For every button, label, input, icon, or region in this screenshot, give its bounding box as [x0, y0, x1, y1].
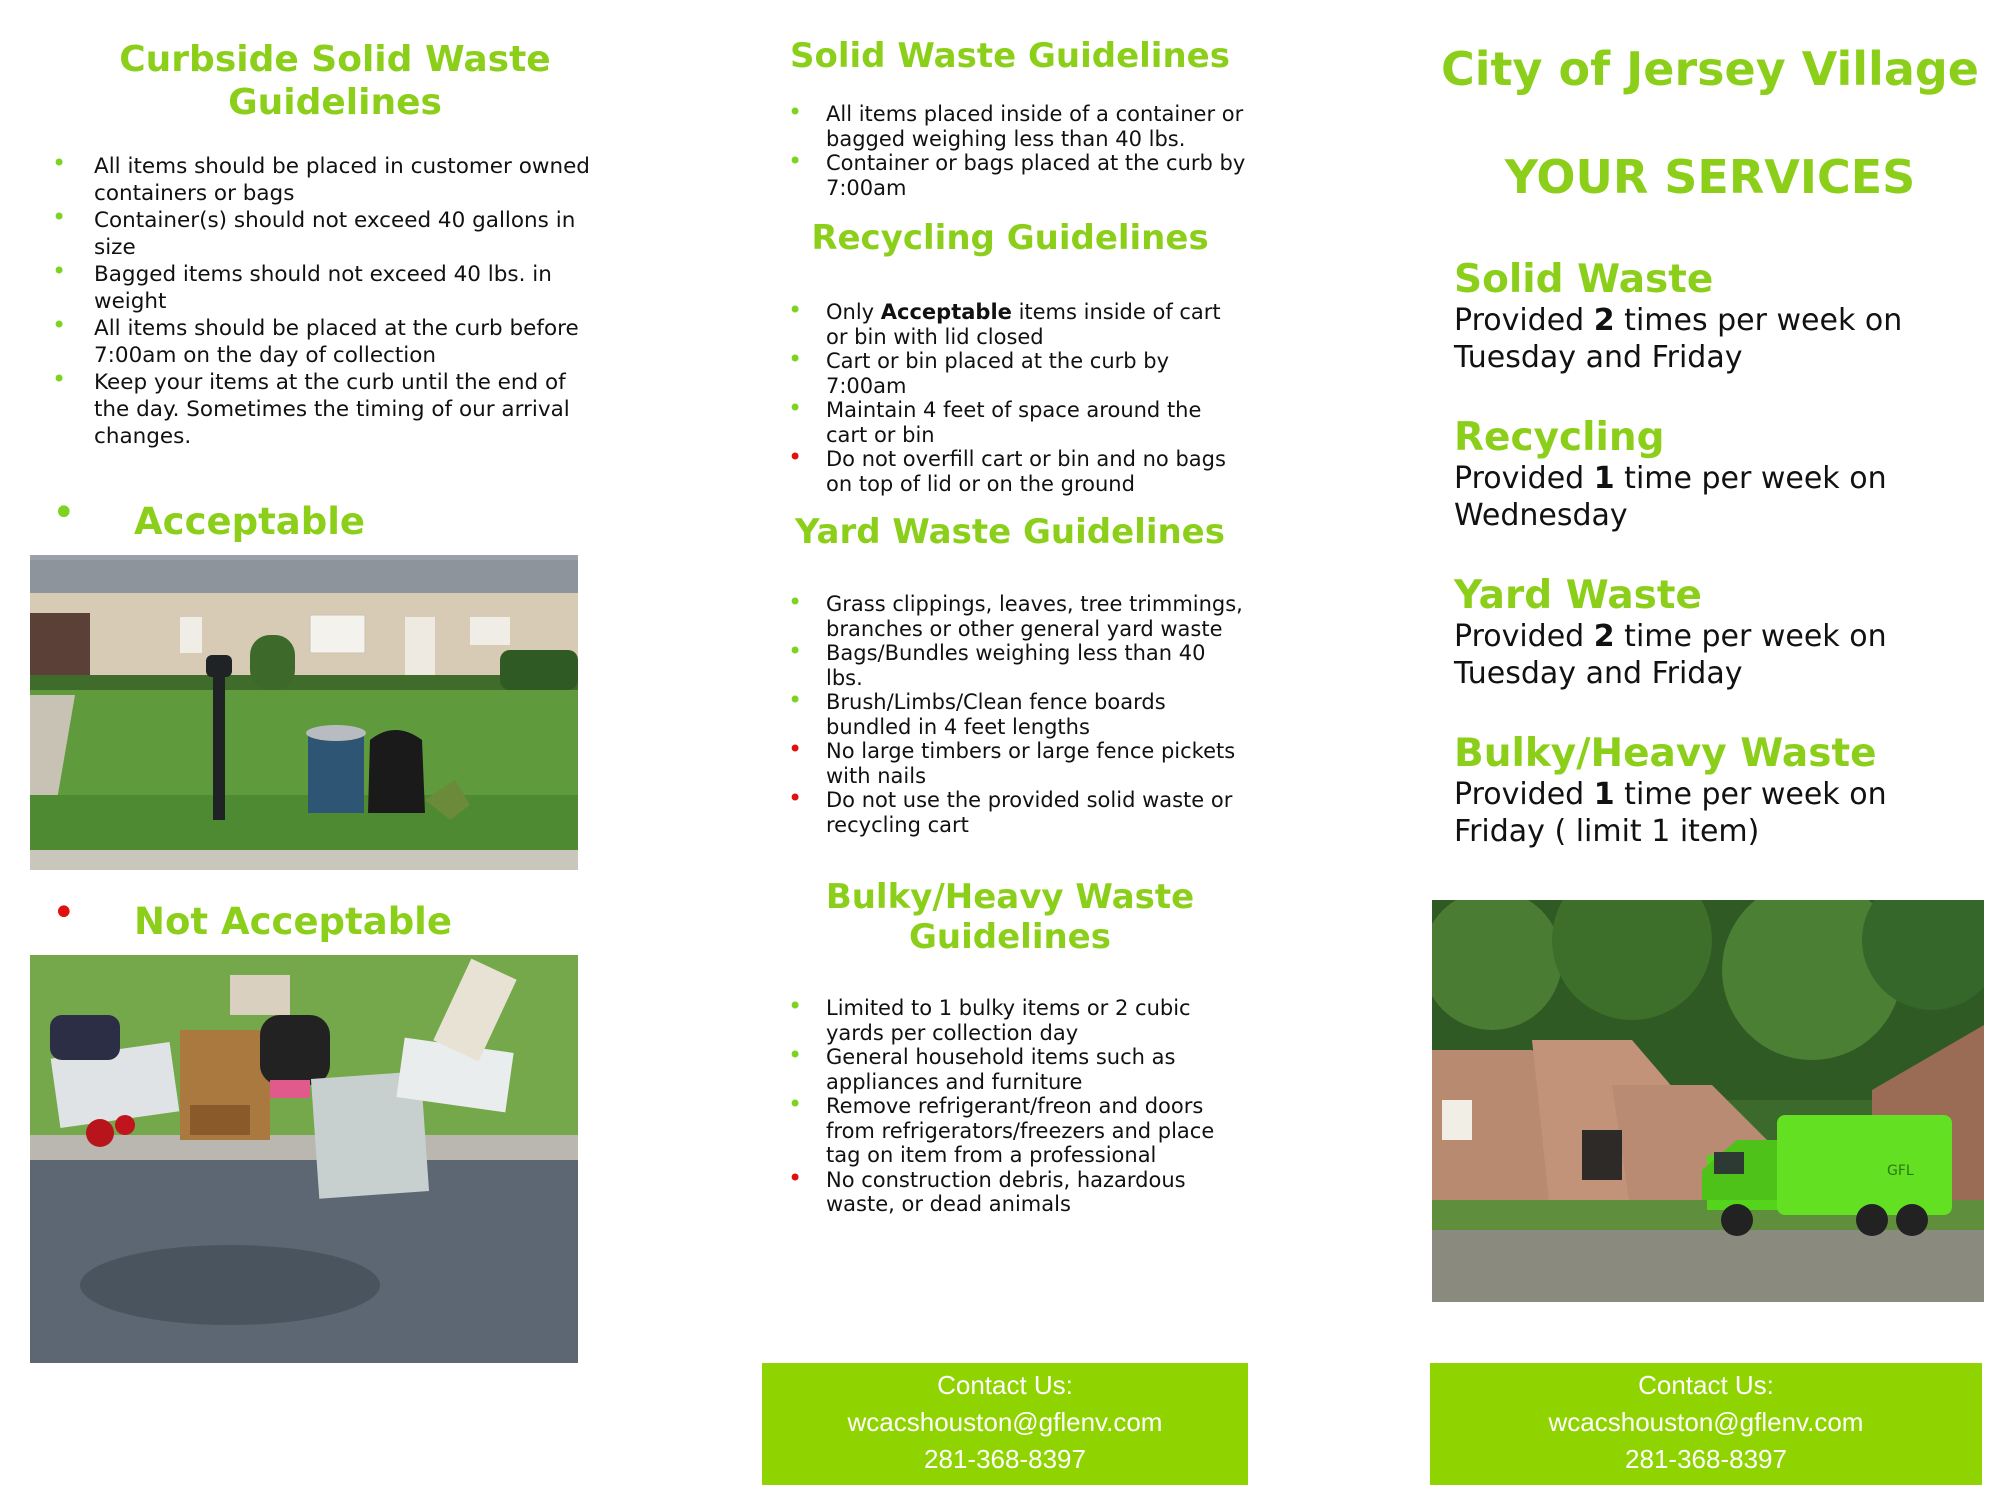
- service-title: Recycling: [1454, 415, 1665, 460]
- contact-box-middle: [762, 1363, 1248, 1485]
- list-item: • Container or bags placed at the curb by 7:00am: [788, 147, 1246, 200]
- contact-phone[interactable]: 281-368-8397: [1625, 1444, 1787, 1474]
- bullet-icon: •: [52, 149, 67, 177]
- truck-photo: [1432, 900, 1984, 1302]
- bullet-icon: •: [788, 443, 803, 471]
- house-curb-illustration: [30, 555, 578, 870]
- bullet-icon: •: [788, 296, 803, 324]
- list-item: • All items should be placed at the curb before 7:00am on the day of collection: [52, 311, 579, 368]
- bullet-icon: •: [788, 345, 803, 373]
- bullet-icon: •: [788, 784, 803, 812]
- contact-label: Contact Us:: [1638, 1370, 1774, 1400]
- list-item: • Maintain 4 feet of space around the cart or bin: [788, 394, 1202, 447]
- bullet-icon: •: [788, 992, 803, 1020]
- curbside-title: Curbside Solid Waste Guidelines: [119, 39, 551, 123]
- services-heading: YOUR SERVICES: [1504, 150, 1916, 204]
- list-item: • Grass clippings, leaves, tree trimmings, branches or other general yard waste: [788, 588, 1243, 641]
- debris-pile-illustration: [30, 955, 578, 1363]
- contact-email[interactable]: wcacshouston@gflenv.com: [1548, 1407, 1864, 1437]
- list-item: • All items placed inside of a container or bagged weighing less than 40 lbs.: [788, 98, 1244, 151]
- bullet-icon: •: [788, 1090, 803, 1118]
- bullet-icon: •: [788, 588, 803, 616]
- service-schedule: Provided 1 time per week on Friday ( limit 1 item): [1454, 777, 1887, 849]
- yard-waste-list: [788, 588, 1248, 837]
- bullet-icon: •: [788, 147, 803, 175]
- bullet-icon: •: [788, 686, 803, 714]
- list-item: • Limited to 1 bulky items or 2 cubic yards per collection day: [788, 992, 1191, 1045]
- city-title: City of Jersey Village: [1441, 42, 1979, 96]
- bullet-icon: •: [52, 365, 67, 393]
- recycling-guidelines-title: Recycling Guidelines: [811, 218, 1209, 258]
- contact-email[interactable]: wcacshouston@gflenv.com: [847, 1407, 1163, 1437]
- bullet-icon: •: [52, 890, 76, 936]
- bullet-icon: •: [788, 394, 803, 422]
- list-item: • Cart or bin placed at the curb by 7:00am: [788, 345, 1170, 398]
- service-bulky-waste: [1454, 732, 1984, 850]
- service-title: Solid Waste: [1454, 257, 1714, 302]
- service-schedule: Provided 2 times per week on Tuesday and Friday: [1454, 303, 1903, 375]
- bullet-icon: •: [52, 257, 67, 285]
- curbside-list: [52, 149, 592, 450]
- list-item: • Bagged items should not exceed 40 lbs. in weight: [52, 257, 552, 314]
- recycling-list: [788, 296, 1248, 496]
- acceptable-emphasis: Acceptable: [880, 300, 1012, 324]
- service-recycling: [1454, 416, 1984, 534]
- service-schedule: Provided 1 time per week on Wednesday: [1454, 461, 1887, 533]
- bullet-icon: •: [52, 490, 76, 536]
- service-title: Yard Waste: [1454, 573, 1702, 618]
- list-item: • Do not overfill cart or bin and no bags on top of lid or on the ground: [788, 443, 1226, 496]
- list-item: • Keep your items at the curb until the end of the day. Sometimes the timing of our arrival changes.: [52, 365, 570, 449]
- bulky-waste-guidelines-title: Bulky/Heavy Waste Guidelines: [825, 877, 1195, 957]
- bullet-icon: •: [788, 637, 803, 665]
- service-yard-waste: [1454, 574, 1984, 692]
- bulky-waste-list: [788, 992, 1248, 1217]
- yard-waste-guidelines-title: Yard Waste Guidelines: [795, 512, 1225, 552]
- solid-waste-guidelines-title: Solid Waste Guidelines: [790, 36, 1230, 76]
- garbage-truck-illustration: [1432, 900, 1984, 1302]
- bullet-icon: •: [52, 203, 67, 231]
- list-item: • All items should be placed in customer owned containers or bags: [52, 149, 590, 206]
- bullet-icon: •: [788, 1041, 803, 1069]
- solid-waste-list: [788, 98, 1248, 200]
- contact-phone[interactable]: 281-368-8397: [924, 1444, 1086, 1474]
- list-item: • Only Acceptable items inside of cart or bin with lid closed: [788, 296, 1221, 349]
- acceptable-photo: [30, 555, 578, 870]
- service-schedule: Provided 2 time per week on Tuesday and Friday: [1454, 619, 1887, 691]
- list-item: • Container(s) should not exceed 40 gallons in size: [52, 203, 576, 260]
- contact-label: Contact Us:: [937, 1370, 1073, 1400]
- not-acceptable-label: Not Acceptable: [134, 900, 452, 943]
- service-solid-waste: [1454, 258, 1984, 376]
- bullet-icon: •: [52, 311, 67, 339]
- bullet-icon: •: [788, 735, 803, 763]
- not-acceptable-photo: [30, 955, 578, 1363]
- bullet-icon: •: [788, 1163, 803, 1192]
- list-item: • Remove refrigerant/freon and doors from refrigerators/freezers and place tag on item from a professional: [788, 1090, 1215, 1167]
- list-item: • No large timbers or large fence pickets with nails: [788, 735, 1236, 788]
- list-item: • Brush/Limbs/Clean fence boards bundled in 4 feet lengths: [788, 686, 1166, 739]
- service-title: Bulky/Heavy Waste: [1454, 731, 1877, 776]
- list-item: • No construction debris, hazardous waste, or dead animals: [788, 1163, 1186, 1216]
- bullet-icon: •: [788, 98, 803, 126]
- contact-box-right: [1430, 1363, 1982, 1485]
- list-item: • Bags/Bundles weighing less than 40 lbs.: [788, 637, 1206, 690]
- list-item: • General household items such as appliances and furniture: [788, 1041, 1176, 1094]
- acceptable-label: Acceptable: [134, 500, 365, 543]
- list-item: • Do not use the provided solid waste or recycling cart: [788, 784, 1233, 837]
- truck-logo-text: GFL: [1887, 1163, 1914, 1179]
